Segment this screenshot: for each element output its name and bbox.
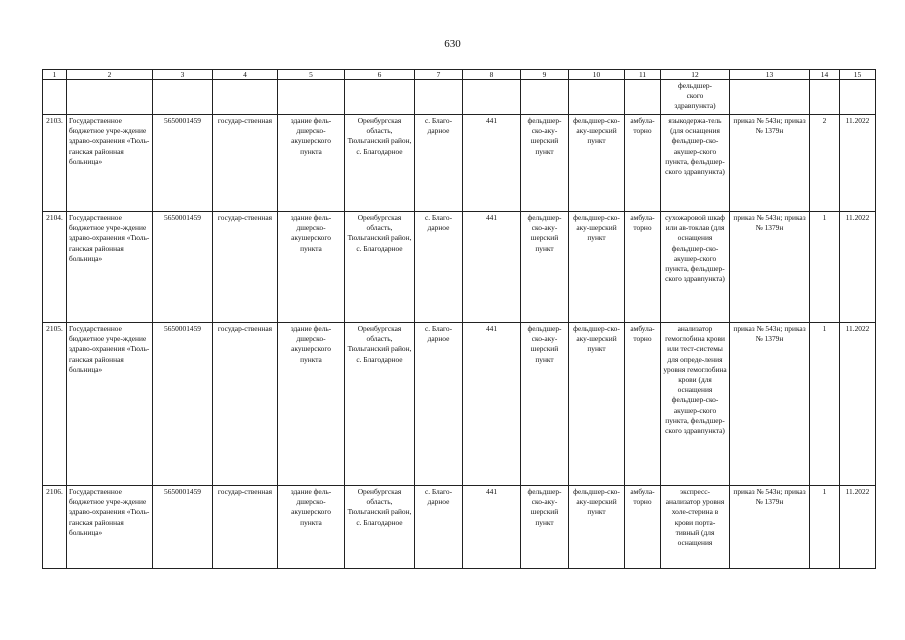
unit-cell: фельдшер-ско-аку-шерский пункт xyxy=(521,486,569,569)
address-cell: Оренбургская область, Тюльганский район, с. Благодарное xyxy=(345,323,415,486)
order-cell: приказ № 543н; приказ № 1379н xyxy=(730,323,810,486)
code-cell: 441 xyxy=(463,212,521,323)
column-number: 14 xyxy=(810,70,840,80)
date-cell: 11.2022 xyxy=(840,486,876,569)
code-cell: 441 xyxy=(463,115,521,212)
equipment-cell: фельдшер- ского здравпункта) xyxy=(661,80,730,115)
column-number: 10 xyxy=(569,70,625,80)
quantity-cell: 1 xyxy=(810,323,840,486)
unit-cell: фельдшер-ско-аку-шерский пункт xyxy=(569,115,625,212)
quantity-cell: 2 xyxy=(810,115,840,212)
code-cell: 441 xyxy=(463,323,521,486)
unit-cell: фельдшер-ско-аку-шерский пункт xyxy=(521,115,569,212)
row-number: 2103. xyxy=(43,115,67,212)
order-cell: приказ № 543н; приказ № 1379н xyxy=(730,486,810,569)
column-number: 9 xyxy=(521,70,569,80)
ownership-cell: государ-ственная xyxy=(213,323,278,486)
row-number: 2104. xyxy=(43,212,67,323)
date-cell: 11.2022 xyxy=(840,323,876,486)
order-cell: приказ № 543н; приказ № 1379н xyxy=(730,212,810,323)
building-cell: здание фель-дшерско-акушерского пункта xyxy=(278,115,345,212)
inn-cell: 5650001459 xyxy=(153,212,213,323)
column-number: 7 xyxy=(415,70,463,80)
equipment-cell: языкодержа-тель (для оснащения фельдшер-ско-акушер-ского пункта, фельдшер-ского здравпункта) xyxy=(661,115,730,212)
unit-cell: фельдшер-ско-аку-шерский пункт xyxy=(569,486,625,569)
date-cell: 11.2022 xyxy=(840,212,876,323)
unit-cell: фельдшер-ско-аку-шерский пункт xyxy=(569,212,625,323)
column-number: 2 xyxy=(67,70,153,80)
equipment-cell: сухожаровой шкаф или ав-токлав (для оснащения фельдшер-ско-акушер-ского пункта, фельдшер-ского здравпункта) xyxy=(661,212,730,323)
column-number: 8 xyxy=(463,70,521,80)
organization-cell: Государственное бюджетное учре-ждение здраво-охранения «Тюль-ганская районная больница» xyxy=(67,212,153,323)
organization-cell: Государственное бюджетное учре-ждение здраво-охранения «Тюль-ганская районная больница» xyxy=(67,323,153,486)
continuation-row xyxy=(43,80,876,115)
locality-cell: с. Благо-дарное xyxy=(415,323,463,486)
column-number: 6 xyxy=(345,70,415,80)
unit-cell: фельдшер-ско-аку-шерский пункт xyxy=(569,323,625,486)
inn-cell: 5650001459 xyxy=(153,115,213,212)
column-number: 15 xyxy=(840,70,876,80)
address-cell: Оренбургская область, Тюльганский район, с. Благодарное xyxy=(345,212,415,323)
care-type-cell: амбула-торно xyxy=(625,486,661,569)
address-cell: Оренбургская область, Тюльганский район, с. Благодарное xyxy=(345,115,415,212)
table-row xyxy=(43,212,876,323)
order-cell: приказ № 543н; приказ № 1379н xyxy=(730,115,810,212)
column-number: 1 xyxy=(43,70,67,80)
unit-cell: фельдшер-ско-аку-шерский пункт xyxy=(521,323,569,486)
quantity-cell: 1 xyxy=(810,486,840,569)
ownership-cell: государ-ственная xyxy=(213,212,278,323)
row-number: 2105. xyxy=(43,323,67,486)
ownership-cell: государ-ственная xyxy=(213,115,278,212)
column-number: 13 xyxy=(730,70,810,80)
organization-cell: Государственное бюджетное учре-ждение здраво-охранения «Тюль-ганская районная больница» xyxy=(67,486,153,569)
date-cell: 11.2022 xyxy=(840,115,876,212)
building-cell: здание фель-дшерско-акушерского пункта xyxy=(278,212,345,323)
column-number: 12 xyxy=(661,70,730,80)
building-cell: здание фель-дшерско-акушерского пункта xyxy=(278,323,345,486)
table-row xyxy=(43,115,876,212)
inn-cell: 5650001459 xyxy=(153,486,213,569)
inn-cell: 5650001459 xyxy=(153,323,213,486)
table-row xyxy=(43,486,876,569)
table-row xyxy=(43,323,876,486)
building-cell: здание фель-дшерско-акушерского пункта xyxy=(278,486,345,569)
column-number: 5 xyxy=(278,70,345,80)
locality-cell: с. Благо-дарное xyxy=(415,486,463,569)
row-number: 2106. xyxy=(43,486,67,569)
quantity-cell: 1 xyxy=(810,212,840,323)
equipment-cell: экспресс-анализатор уровня холе-стерина в крови порта-тивный (для оснащения xyxy=(661,486,730,569)
code-cell: 441 xyxy=(463,486,521,569)
equipment-cell: анализатор гемоглобина крови или тест-системы для опреде-ления уровня гемоглобина крови (для оснащения фельдшер-ско-акушер-ского пункта, фельдшер-ского здравпункта) xyxy=(661,323,730,486)
care-type-cell: амбула-торно xyxy=(625,115,661,212)
unit-cell: фельдшер-ско-аку-шерский пункт xyxy=(521,212,569,323)
address-cell: Оренбургская область, Тюльганский район, с. Благодарное xyxy=(345,486,415,569)
care-type-cell: амбула-торно xyxy=(625,212,661,323)
column-number-row xyxy=(43,70,876,80)
ownership-cell: государ-ственная xyxy=(213,486,278,569)
column-number: 11 xyxy=(625,70,661,80)
page-number: 630 xyxy=(444,38,461,50)
care-type-cell: амбула-торно xyxy=(625,323,661,486)
organization-cell: Государственное бюджетное учре-ждение здраво-охранения «Тюль-ганская районная больница» xyxy=(67,115,153,212)
locality-cell: с. Благо-дарное xyxy=(415,115,463,212)
column-number: 4 xyxy=(213,70,278,80)
register-table xyxy=(42,69,876,569)
locality-cell: с. Благо-дарное xyxy=(415,212,463,323)
column-number: 3 xyxy=(153,70,213,80)
